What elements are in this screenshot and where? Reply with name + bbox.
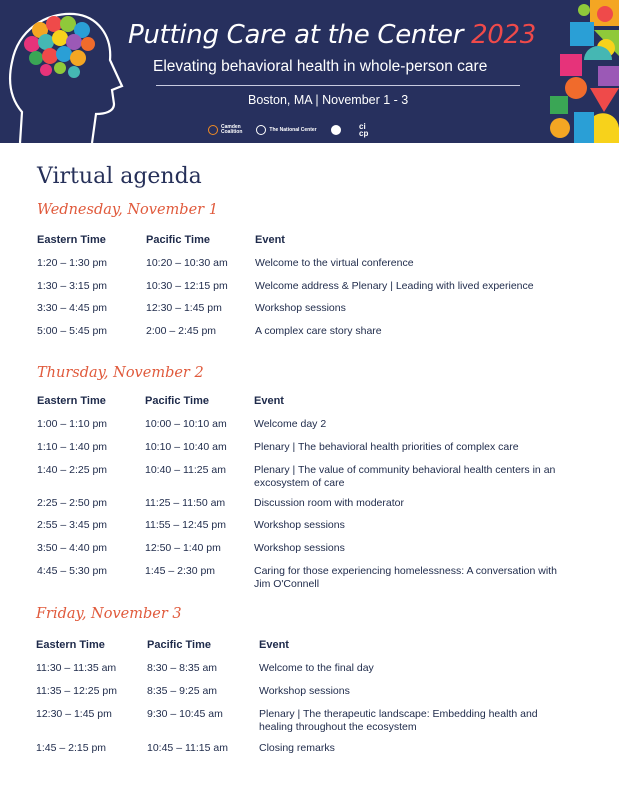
conference-banner bbox=[0, 0, 619, 143]
column-header-eastern: Eastern Time bbox=[36, 639, 105, 651]
event-name: Welcome to the virtual conference bbox=[255, 257, 414, 269]
eastern-time: 3:30 – 4:45 pm bbox=[37, 302, 108, 314]
pacific-time: 8:35 – 9:25 am bbox=[147, 685, 218, 697]
eastern-time: 12:30 – 1:45 pm bbox=[36, 708, 112, 720]
pacific-time: 11:25 – 11:50 am bbox=[145, 497, 226, 509]
eastern-time: 1:10 – 1:40 pm bbox=[37, 441, 108, 453]
event-name: Plenary | The therapeutic landscape: Embedding health and healing throughout the ecosystem bbox=[259, 708, 538, 733]
eastern-time: 3:50 – 4:40 pm bbox=[37, 542, 108, 554]
banner-title bbox=[128, 20, 536, 50]
day-heading-friday: Friday, November 3 bbox=[36, 606, 182, 622]
eastern-time: 1:30 – 3:15 pm bbox=[37, 280, 108, 292]
column-header-eastern: Eastern Time bbox=[37, 234, 106, 246]
column-header-event: Event bbox=[259, 639, 289, 651]
camden-coalition-logo: Camden Coalition bbox=[208, 125, 242, 135]
eastern-time: 1:45 – 2:15 pm bbox=[36, 742, 107, 754]
pacific-time: 11:55 – 12:45 pm bbox=[145, 519, 226, 531]
event-name: Workshop sessions bbox=[255, 302, 346, 314]
column-header-pacific: Pacific Time bbox=[147, 639, 211, 651]
banner-divider bbox=[156, 85, 520, 86]
eastern-time: 2:55 – 3:45 pm bbox=[37, 519, 108, 531]
banner-year: 2023 bbox=[471, 20, 537, 50]
event-name: A complex care story share bbox=[255, 325, 382, 337]
eastern-time: 1:00 – 1:10 pm bbox=[37, 418, 108, 430]
eastern-time: 1:20 – 1:30 pm bbox=[37, 257, 108, 269]
day-heading-wednesday: Wednesday, November 1 bbox=[37, 202, 218, 218]
event-name: Workshop sessions bbox=[259, 685, 350, 697]
pacific-time: 10:30 – 12:15 pm bbox=[146, 280, 228, 292]
eastern-time: 5:00 – 5:45 pm bbox=[37, 325, 108, 337]
pacific-time: 10:40 – 11:25 am bbox=[145, 464, 226, 476]
national-center-logo: The National Center bbox=[256, 125, 316, 135]
event-name: Welcome to the final day bbox=[259, 662, 374, 674]
event-name: Closing remarks bbox=[259, 742, 335, 754]
pacific-time: 12:50 – 1:40 pm bbox=[145, 542, 221, 554]
event-name: Workshop sessions bbox=[254, 542, 345, 554]
pacific-time: 9:30 – 10:45 am bbox=[147, 708, 223, 720]
pacific-time: 8:30 – 8:35 am bbox=[147, 662, 218, 674]
eastern-time: 2:25 – 2:50 pm bbox=[37, 497, 108, 509]
pacific-time: 10:45 – 11:15 am bbox=[147, 742, 228, 754]
event-name: Plenary | The behavioral health priorities of complex care bbox=[254, 441, 519, 453]
day-heading-thursday: Thursday, November 2 bbox=[37, 365, 204, 381]
event-name: Welcome address & Plenary | Leading with lived experience bbox=[255, 280, 534, 292]
banner-title-text: Putting Care at the Center bbox=[128, 20, 464, 50]
eastern-time: 11:35 – 12:25 pm bbox=[36, 685, 117, 697]
eastern-time: 11:30 – 11:35 am bbox=[36, 662, 117, 674]
column-header-event: Event bbox=[254, 395, 284, 407]
column-header-pacific: Pacific Time bbox=[146, 234, 210, 246]
banner-subtitle: Elevating behavioral health in whole-person care bbox=[153, 58, 488, 75]
pacific-time: 1:45 – 2:30 pm bbox=[145, 565, 216, 577]
column-header-pacific: Pacific Time bbox=[145, 395, 209, 407]
pacific-time: 12:30 – 1:45 pm bbox=[146, 302, 222, 314]
eastern-time: 4:45 – 5:30 pm bbox=[37, 565, 108, 577]
pacific-time: 10:10 – 10:40 am bbox=[145, 441, 227, 453]
banner-location: Boston, MA | November 1 - 3 bbox=[248, 93, 409, 107]
eastern-time: 1:40 – 2:25 pm bbox=[37, 464, 108, 476]
pacific-time: 10:20 – 10:30 am bbox=[146, 257, 228, 269]
pacific-time: 2:00 – 2:45 pm bbox=[146, 325, 217, 337]
event-name: Caring for those experiencing homelessness: A conversation with Jim O'Connell bbox=[254, 565, 557, 590]
event-name: Plenary | The value of community behavioral health centers in an excosystem of care bbox=[254, 464, 556, 489]
pacific-time: 10:00 – 10:10 am bbox=[145, 418, 227, 430]
decorative-shapes-icon bbox=[550, 0, 619, 143]
column-header-event: Event bbox=[255, 234, 285, 246]
event-name: Welcome day 2 bbox=[254, 418, 327, 430]
ciacip-logo: ci cp bbox=[359, 122, 369, 138]
ace-logo bbox=[331, 125, 345, 135]
column-header-eastern: Eastern Time bbox=[37, 395, 106, 407]
brain-mosaic-icon bbox=[24, 16, 95, 78]
agenda-title: Virtual agenda bbox=[37, 164, 202, 189]
event-name: Discussion room with moderator bbox=[254, 497, 404, 509]
event-name: Workshop sessions bbox=[254, 519, 345, 531]
sponsor-logos bbox=[208, 121, 368, 139]
